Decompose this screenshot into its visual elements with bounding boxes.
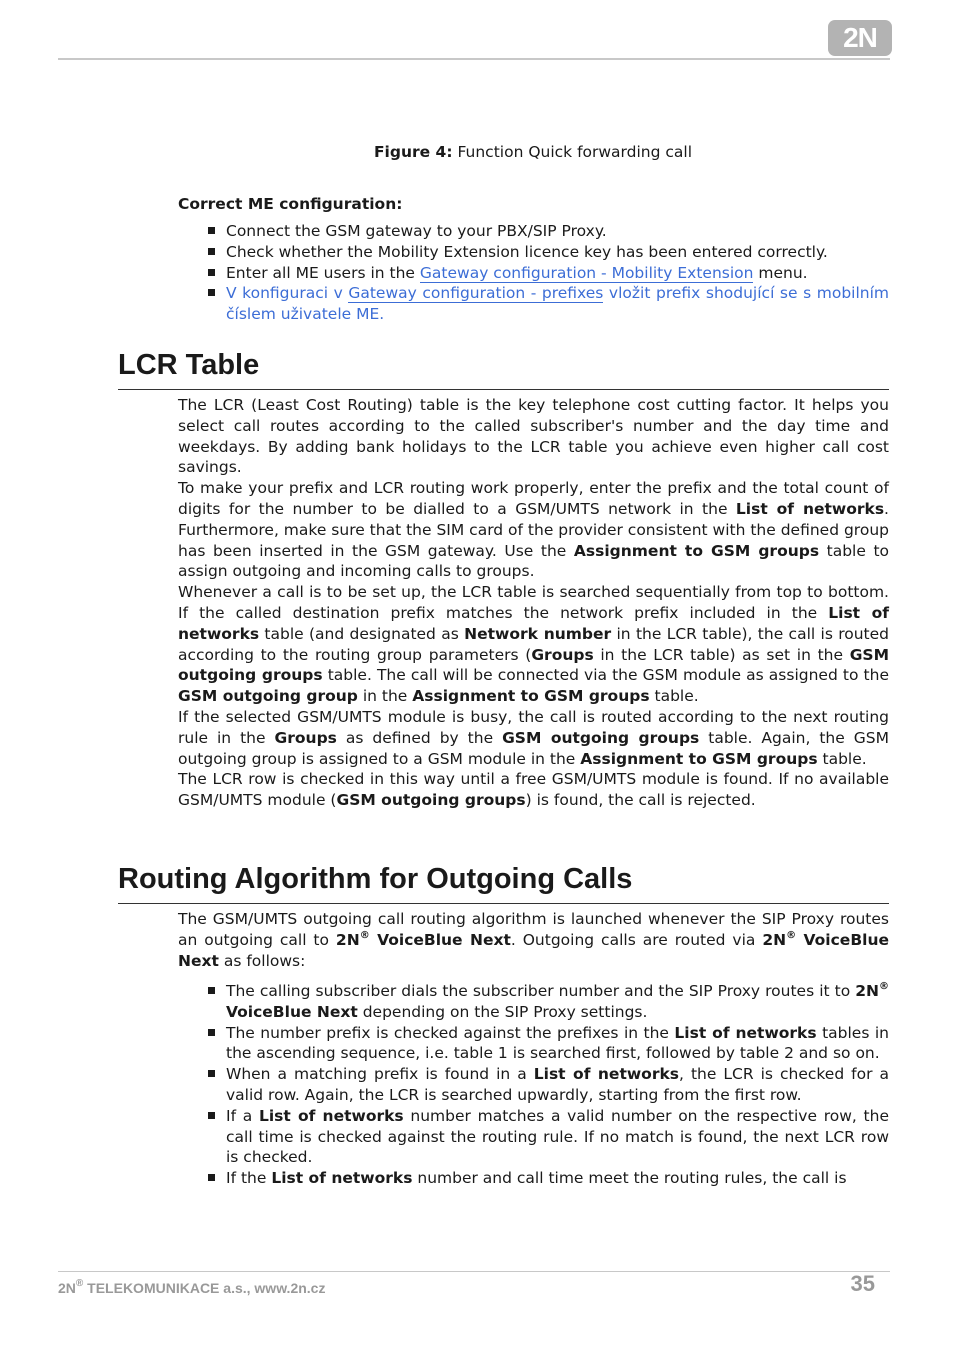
brand-logo: 2N [828, 20, 892, 56]
lcr-heading: LCR Table [118, 349, 260, 381]
bullet-icon [208, 1174, 215, 1181]
list-item-text: Enter all ME users in the [226, 263, 420, 282]
footer-company: 2N® TELEKOMUNIKACE a.s., www.2n.cz [58, 1278, 326, 1296]
header-divider [58, 58, 890, 60]
lcr-paragraph-4: If the selected GSM/UMTS module is busy, the call is routed according to the next routing rule in the Groups as defined by the GSM outgoing groups table. Again, the GSM outgoing group is assigned to a GSM module in the Assignment to GSM groups table. [178, 707, 889, 768]
figure-caption [178, 143, 888, 161]
list-item: If a List of networks number matches a valid number on the respective row, the call time is checked against the routing rule. If no match is found, the next LCR row is checked. [178, 1106, 889, 1168]
routing-heading-rule [118, 903, 889, 904]
bullet-icon [208, 987, 215, 994]
list-item [178, 263, 889, 284]
bullet-icon [208, 289, 215, 296]
lcr-paragraph-5: The LCR row is checked in this way until a free GSM/UMTS module is found. If no available GSM/UMTS module (GSM outgoing groups) is found, the call is rejected. [178, 770, 889, 810]
list-item: When a matching prefix is found in a List of networks, the LCR is checked for a valid row. Again, the LCR is searched upwardly, starting from the first row. [178, 1064, 889, 1106]
footer-divider [58, 1271, 890, 1272]
lcr-paragraph-3: Whenever a call is to be set up, the LCR table is searched sequentially from top to bottom. If the called destination prefix matches the network prefix included in the List of networks table (and designated as Network number in the LCR table), the call is routed according to the routing group parameters (Groups in the LCR table) as set in the GSM outgoing groups table. The call will be connected via the GSM module as assigned to the GSM outgoing group in the Assignment to GSM groups table. [178, 583, 889, 706]
bullet-icon [208, 269, 215, 276]
list-item-text: menu. [753, 263, 808, 282]
lcr-heading-rule [118, 389, 889, 390]
bullet-icon [208, 248, 215, 255]
figure-label: Figure 4: [373, 143, 453, 161]
lcr-paragraph-2: To make your prefix and LCR routing work properly, enter the prefix and the total count of digits for the number to be dialled to a GSM/UMTS network in the List of networks. Furthermore, make sure that the SIM card of the provider consistent with the defined group has been inserted in the GSM gateway. Use the Assignment to GSM groups table to assign outgoing and incoming calls to groups. [178, 479, 890, 581]
routing-intro: The GSM/UMTS outgoing call routing algorithm is launched whenever the SIP Proxy routes an outgoing call to 2N® VoiceBlue Next. Outgoing calls are routed via 2N® VoiceBlue Next as follows: [178, 910, 889, 970]
config-list [178, 221, 889, 325]
prefixes-link[interactable]: Gateway configuration - prefixes [348, 284, 604, 303]
list-item-text: V konfiguraci v [226, 284, 349, 303]
list-item [178, 221, 889, 242]
routing-heading: Routing Algorithm for Outgoing Calls [118, 863, 633, 895]
list-item-text: Connect the GSM gateway to your PBX/SIP Proxy. [226, 222, 607, 240]
list-item-text: vložit prefix shodující se s mobilním číslem uživatele ME. [226, 284, 890, 324]
mobility-extension-link[interactable]: Gateway configuration - Mobility Extension [419, 263, 754, 282]
list-item: The calling subscriber dials the subscriber number and the SIP Proxy routes it to 2N® VoiceBlue Next depending on the SIP Proxy settings. [178, 981, 889, 1023]
list-item [178, 242, 889, 263]
figure-caption-text: Function Quick forwarding call [452, 143, 693, 161]
lcr-paragraphs [178, 395, 889, 811]
bullet-icon [208, 1070, 215, 1077]
bullet-icon [208, 227, 215, 234]
bullet-icon [208, 1029, 215, 1036]
bullet-icon [208, 1112, 215, 1119]
routing-steps [178, 981, 889, 1189]
lcr-paragraph-1: The LCR (Least Cost Routing) table is the key telephone cost cutting factor. It helps you select call routes according to the called subscriber's number and the day time and weekdays. By adding bank holidays to the LCR table you achieve even higher call cost savings. [178, 396, 889, 477]
list-item: If the List of networks number and call time meet the routing rules, the call is [178, 1168, 889, 1189]
config-title: Correct ME configuration: [178, 195, 403, 213]
list-item: The number prefix is checked against the prefixes in the List of networks tables in the ascending sequence, i.e. table 1 is searched first, followed by table 2 and so on. [178, 1023, 889, 1065]
list-item-text: Check whether the Mobility Extension licence key has been entered correctly. [226, 242, 828, 261]
list-item [178, 283, 889, 325]
page-number: 35 [850, 1271, 875, 1296]
